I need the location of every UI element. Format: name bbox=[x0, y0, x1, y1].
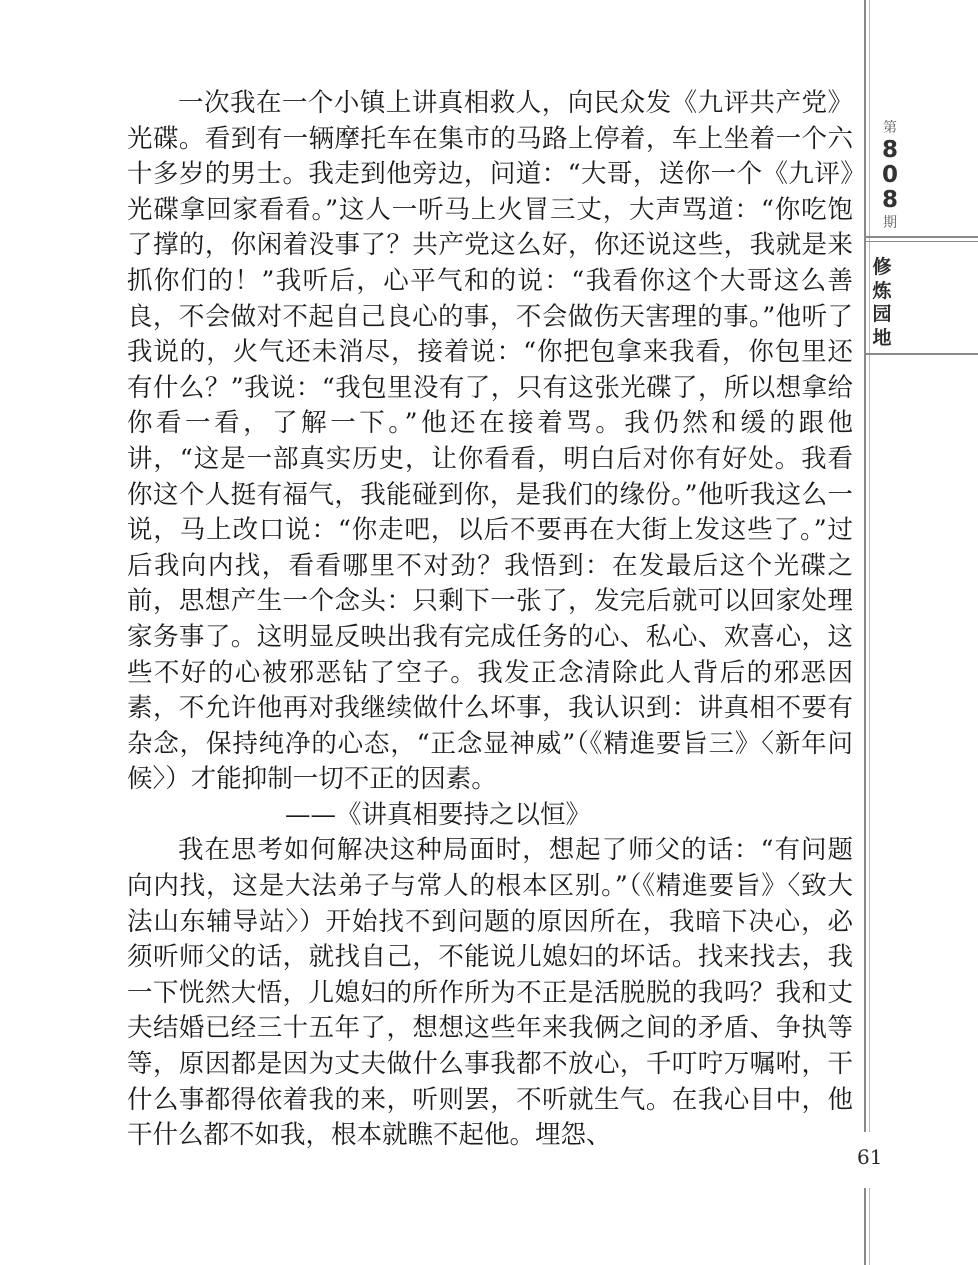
section-title-char: 地 bbox=[872, 326, 892, 349]
section-title-char: 园 bbox=[872, 303, 892, 325]
issue-digit: 8 bbox=[881, 187, 898, 213]
issue-prefix: 第 bbox=[883, 120, 897, 136]
issue-label bbox=[870, 118, 910, 233]
issue-number bbox=[870, 138, 910, 213]
section-title-char: 修 bbox=[872, 256, 892, 278]
page-number: 61 bbox=[857, 1145, 883, 1169]
article-paragraph: 我在思考如何解决这种局面时，想起了师父的话：“有问题向内找，这是大法弟子与常人的根本区别。”（《精進要旨》〈致大法山东辅导站〉）开始找不到问题的原因所在，我暗下决心，必须听师父的话，就找自己，不能说儿媳妇的坏话。找来找去，我一下恍然大悟，儿媳妇的所作所为不正是活脱脱的我吗？我和丈夫结婚已经三十五年了，想想这些年来我俩之间的矛盾、争执等等，原因都是因为丈夫做什么事我都不放心，千叮咛万嘱咐，干什么事都得依着我的来，听则罢，不听就生气。在我心目中，他干什么都不如我，根本就瞧不起他。埋怨、 bbox=[127, 835, 853, 1151]
article-body bbox=[127, 86, 853, 1154]
article-paragraph: 一次我在一个小镇上讲真相救人，向民众发《九评共产党》光碟。看到有一辆摩托车在集市的马路上停着，车上坐着一个六十多岁的男士。我走到他旁边，问道：“大哥，送你一个《九评》光碟拿回家看看。”这人一听马上火冒三丈，大声骂道：“你吃饱了撑的，你闲着没事了？共产党这么好，你还说这些，我就是来抓你们的！”我听后，心平气和的说：“我看你这个大哥这么善良，不会做对不起自己良心的事，不会做伤天害理的事。”他听了我说的，火气还未消尽，接着说：“你把包拿来我看，你包里还有什么？”我说：“我包里没有了，只有这张光碟了，所以想拿给你看一看，了解一下。”他还在接着骂。我仍然和缓的跟他讲，“这是一部真实历史，让你看看，明白后对你有好处。我看你这个人挺有福气，我能碰到你，是我们的缘份。”他听我这么一说，马上改口说：“你走吧，以后不要再在大街上发这些了。”过后我向内找，看看哪里不对劲？我悟到：在发最后这个光碟之前，思想产生一个念头：只剩下一张了，发完后就可以回家处理家务事了。这明显反映出我有完成任务的心、私心、欢喜心，这些不好的心被邪恶钻了空子。我发正念清除此人背后的邪恶因素，不允许他再对我继续做什么坏事，我认识到：讲真相不要有杂念，保持纯净的心态，“正念显神威”（《精進要旨三》〈新年问候〉）才能抑制一切不正的因素。 bbox=[127, 88, 853, 795]
article-citation: ——《讲真相要持之以恒》 bbox=[285, 799, 592, 830]
section-title bbox=[870, 256, 894, 350]
issue-digit: 0 bbox=[881, 162, 898, 188]
issue-suffix: 期 bbox=[883, 215, 897, 231]
section-divider bbox=[866, 353, 978, 355]
section-divider bbox=[866, 241, 978, 242]
section-title-char: 炼 bbox=[872, 279, 892, 302]
sidebar-vertical-rule bbox=[864, 0, 866, 1265]
section-divider bbox=[866, 236, 978, 238]
issue-digit: 8 bbox=[881, 137, 898, 163]
